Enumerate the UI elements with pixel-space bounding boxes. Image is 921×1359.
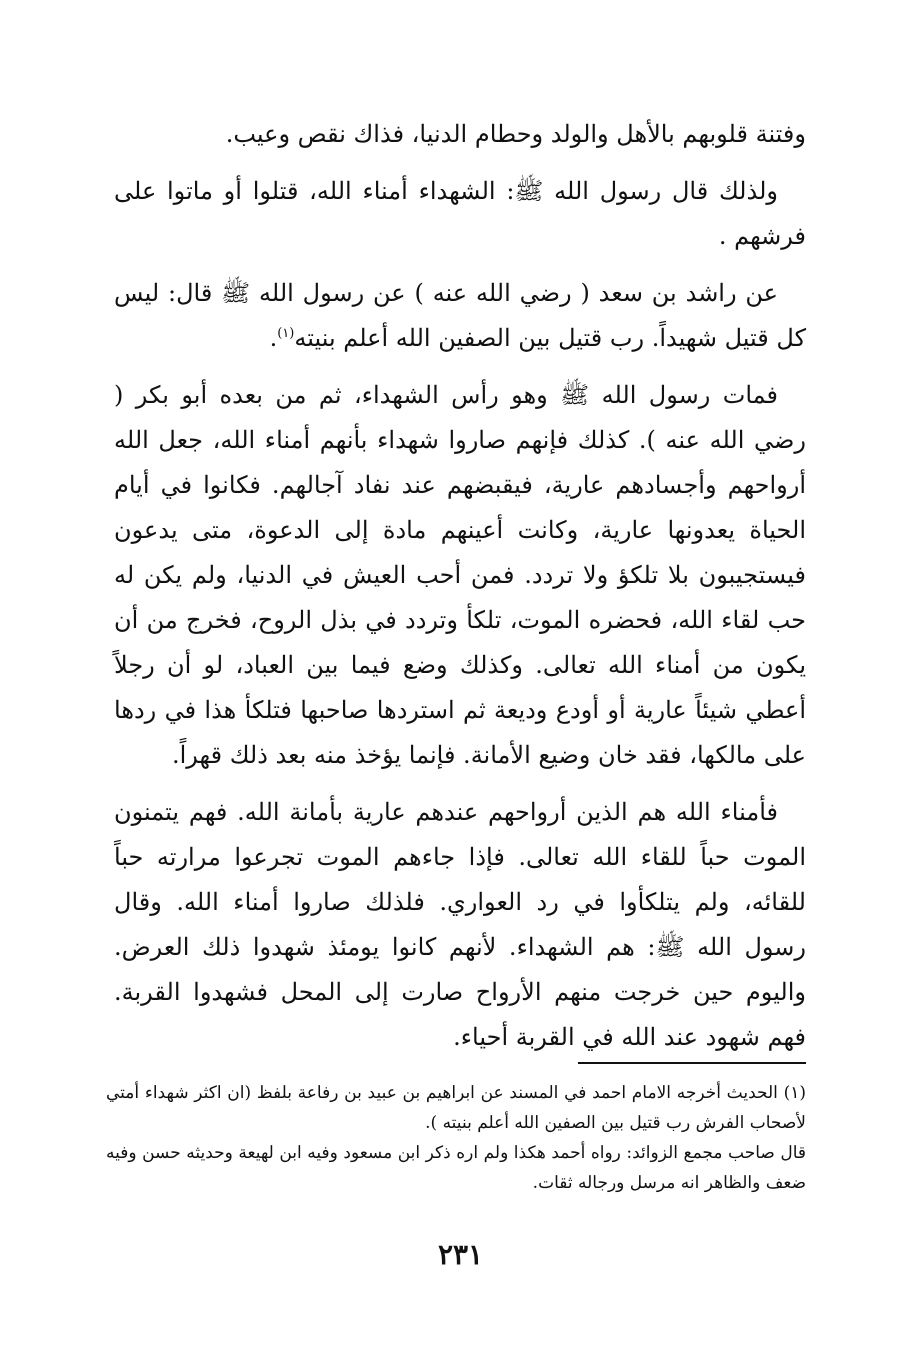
page-number: ٢٣١ [437,1238,484,1271]
paragraph-end-punctuation: . [269,324,278,352]
paragraph: فمات رسول الله ﷺ وهو رأس الشهداء، ثم من بعده أبو بكر ( رضي الله عنه ). كذلك فإنهم صاروا شهداء بأنهم أمناء الله، جعل الله أرواحهم وأجسادهم عارية، فيقبضهم عند نفاد آجالهم. فكانوا في أيام الحياة يعدونها عارية، وكانت أعينهم مادة إلى الدعوة، متى يدعون فيستجيبون بلا تلكؤ ولا تردد. فمن أحب العيش في الدنيا، ولم يكن له حب لقاء الله، فحضره الموت، تلكأ وتردد في بذل الروح، فخرج من أن يكون من أمناء الله تعالى. وكذلك وضع فيما بين العباد، لو أن رجلاً أعطي شيئاً عارية أو أودع وديعة ثم استردها صاحبها فتلكأ هذا في ردها على مالكها، فقد خان وضيع الأمانة. فإنما يؤخذ منه بعد ذلك قهراً. [114,381,806,769]
paragraph-with-footnote [114,271,806,361]
paragraph: ولذلك قال رسول الله ﷺ: الشهداء أمناء الله، قتلوا أو ماتوا على فرشهم . [114,177,806,250]
footnote: قال صاحب مجمع الزوائد: رواه أحمد هكذا ولم اره ذكر ابن مسعود وفيه ابن لهيعة وحديثه حسن وفيه ضعف والظاهر انه مرسل ورجاله ثقات. [106,1143,806,1193]
footnote-reference[interactable]: (١) [277,326,295,341]
paragraph: وفتنة قلوبهم بالأهل والولد وحطام الدنيا، فذاك نقص وعيب. [225,120,806,148]
main-text [114,112,806,1072]
paragraph: فأمناء الله هم الذين أرواحهم عندهم عارية بأمانة الله. فهم يتمنون الموت حباً للقاء الله تعالى. فإذا جاءهم الموت تجرعوا مرارته حباً للقائه، ولم يتلكأوا في رد العواري. فلذلك صاروا أمناء الله. وقال رسول الله ﷺ: هم الشهداء. لأنهم كانوا يومئذ شهدوا ذلك العرض. واليوم حين خرجت منهم الأرواح صارت إلى المحل فشهدوا القربة. فهم شهود عند الله في القربة أحياء. [114,798,807,1051]
footnotes [106,1078,806,1198]
footnote: (١) الحديث أخرجه الامام احمد في المسند عن ابراهيم بن عبيد بن رفاعة بلفظ (ان اكثر شهداء أمتي لأصحاب الفرش رب قتيل بين الصفين الله أعلم بنيته ). [106,1083,806,1133]
paragraph-text: عن راشد بن سعد ( رضي الله عنه ) عن رسول الله ﷺ قال: ليس كل قتيل شهيداً. رب قتيل بين الصفين الله أعلم بنيته [114,279,806,352]
footnote-divider [578,1062,806,1064]
